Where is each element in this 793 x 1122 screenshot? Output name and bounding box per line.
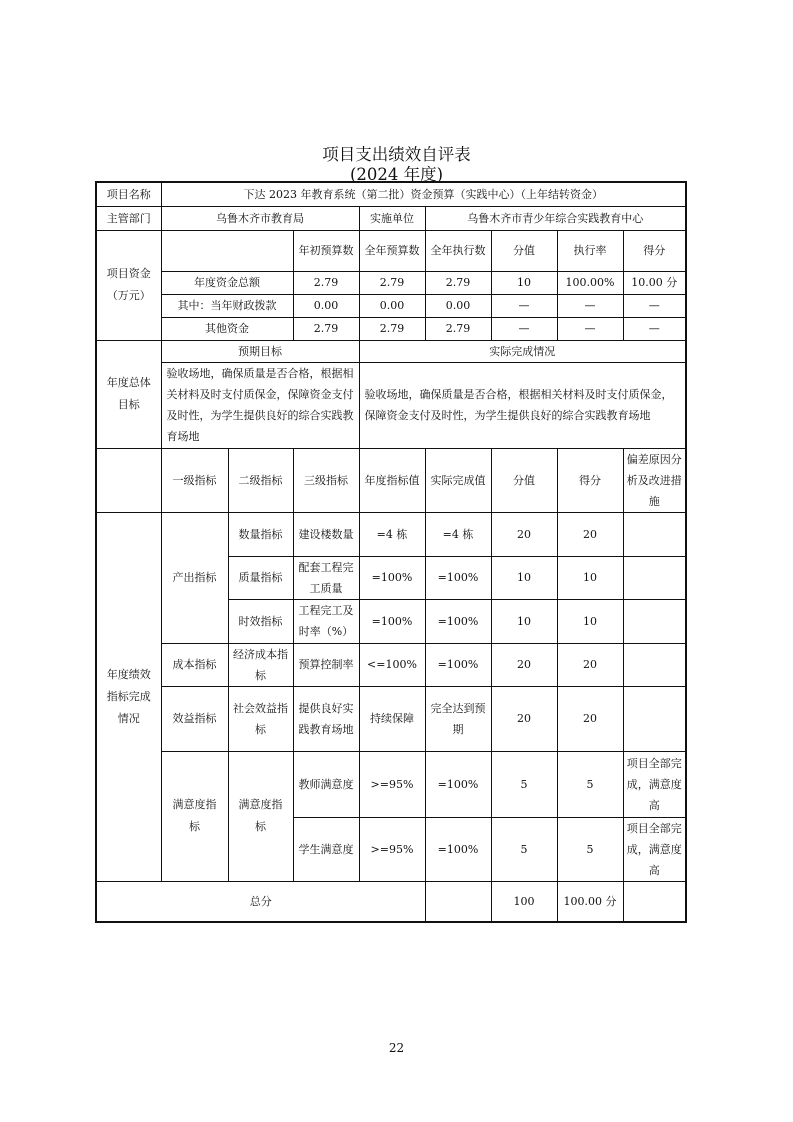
satisfaction-l2-label: 满意度指 标 [228,751,293,881]
indicator-reason [623,556,686,599]
funds-row [96,271,686,294]
goals-label: 年度总体 目标 [96,340,161,448]
funds-header-initial: 年初预算数 [293,230,359,271]
goals-expected-header: 预期目标 [161,340,359,362]
funds-cell: 0.00 [425,294,491,317]
page-number: 22 [388,1041,405,1055]
funds-header-full: 全年预算数 [359,230,425,271]
indicator-header-score: 分值 [491,448,557,512]
funds-header-score: 分值 [491,230,557,271]
goals-actual-text: 验收场地，确保质量是否合格，根据相关材料及时支付质保金，保障资金支付及时性，为学生提供良好的综合实践教育场地 [359,362,686,448]
indicator-got: 10 [557,599,623,643]
indicator-target: >=95% [359,817,425,881]
indicator-header-l2: 二级指标 [228,448,293,512]
total-got: 100.00 分 [557,881,623,922]
indicator-actual: =100% [425,643,491,686]
indicator-target: >=95% [359,751,425,817]
indicator-l2: 社会效益指标 [228,686,293,751]
funds-cell: — [623,317,686,340]
funds-cell: 0.00 [359,294,425,317]
funds-cell: — [623,294,686,317]
indicator-reason [623,686,686,751]
indicator-row [96,751,686,817]
funds-cell: — [491,294,557,317]
indicator-actual: =100% [425,817,491,881]
funds-cell: 10 [491,271,557,294]
total-reason-blank [623,881,686,922]
indicator-header-blank [96,448,161,512]
indicator-l2: 时效指标 [228,599,293,643]
indicator-got: 10 [557,556,623,599]
benefit-indicator-label: 效益指标 [161,686,228,751]
funds-cell: 2.79 [359,271,425,294]
total-label: 总分 [96,881,425,922]
indicator-reason [623,643,686,686]
indicator-row [96,643,686,686]
cost-indicator-label: 成本指标 [161,643,228,686]
dept-value: 乌鲁木齐市教育局 [161,206,359,230]
indicator-reason [623,512,686,556]
indicator-reason: 项目全部完成，满意度高 [623,817,686,881]
satisfaction-indicator-label: 满意度指 标 [161,751,228,881]
indicator-row [96,686,686,751]
funds-cell: 10.00 分 [623,271,686,294]
indicator-actual: =4 栋 [425,512,491,556]
indicator-actual: =100% [425,751,491,817]
funds-row [96,317,686,340]
indicator-l3: 建设楼数量 [293,512,359,556]
indicator-header-reason: 偏差原因分析及改进措施 [623,448,686,512]
total-score: 100 [491,881,557,922]
indicator-actual: =100% [425,556,491,599]
indicator-l3: 提供良好实践教育场地 [293,686,359,751]
indicator-l2: 经济成本指标 [228,643,293,686]
goals-expected-text: 验收场地，确保质量是否合格，根据相关材料及时支付质保金，保障资金支付及时性，为学生提供良好的综合实践教育场地 [161,362,359,448]
funds-header-blank [161,230,293,271]
unit-label: 实施单位 [359,206,425,230]
funds-header-exec: 全年执行数 [425,230,491,271]
funds-cell: 2.79 [293,271,359,294]
indicator-l2: 质量指标 [228,556,293,599]
project-name-label: 项目名称 [96,182,161,206]
indicator-target: =4 栋 [359,512,425,556]
funds-cell: — [491,317,557,340]
project-name-value: 下达 2023 年教育系统（第二批）资金预算（实践中心）（上年结转资金） [161,182,686,206]
indicator-reason: 项目全部完成，满意度高 [623,751,686,817]
indicator-got: 20 [557,643,623,686]
indicator-header-target: 年度指标值 [359,448,425,512]
funds-row-label: 年度资金总额 [161,271,293,294]
indicator-section-label: 年度绩效 指标完成 情况 [96,512,161,881]
funds-cell: 2.79 [293,317,359,340]
indicator-header-actual: 实际完成值 [425,448,491,512]
funds-header-rate: 执行率 [557,230,623,271]
funds-cell: 0.00 [293,294,359,317]
funds-cell: — [557,294,623,317]
total-blank [425,881,491,922]
indicator-score: 20 [491,686,557,751]
indicator-score: 5 [491,817,557,881]
indicator-got: 5 [557,751,623,817]
document-title: 项目支出绩效自评表 [322,145,471,164]
indicator-score: 5 [491,751,557,817]
funds-cell: 2.79 [425,271,491,294]
indicator-got: 20 [557,512,623,556]
indicator-got: 20 [557,686,623,751]
output-indicator-label: 产出指标 [161,512,228,643]
indicator-score: 20 [491,643,557,686]
indicator-reason [623,599,686,643]
indicator-header-l3: 三级指标 [293,448,359,512]
funds-cell: 2.79 [359,317,425,340]
indicator-l3: 教师满意度 [293,751,359,817]
performance-table [95,181,687,923]
funds-cell: 100.00% [557,271,623,294]
indicator-score: 20 [491,512,557,556]
funds-header-got: 得分 [623,230,686,271]
goals-actual-header: 实际完成情况 [359,340,686,362]
indicator-target: <=100% [359,643,425,686]
funds-row-label: 其中：当年财政拨款 [161,294,293,317]
funds-cell: 2.79 [425,317,491,340]
indicator-header-got: 得分 [557,448,623,512]
document-year: (2024 年度) [349,165,444,184]
indicator-l3: 配套工程完工质量 [293,556,359,599]
indicator-target: 持续保障 [359,686,425,751]
indicator-l3: 预算控制率 [293,643,359,686]
indicator-l2: 数量指标 [228,512,293,556]
indicator-l3: 工程完工及时率（%） [293,599,359,643]
indicator-header-l1: 一级指标 [161,448,228,512]
indicator-score: 10 [491,599,557,643]
indicator-row [96,512,686,556]
indicator-got: 5 [557,817,623,881]
funds-row-label: 其他资金 [161,317,293,340]
indicator-target: =100% [359,599,425,643]
unit-value: 乌鲁木齐市青少年综合实践教育中心 [425,206,686,230]
indicator-score: 10 [491,556,557,599]
indicator-actual: =100% [425,599,491,643]
indicator-l3: 学生满意度 [293,817,359,881]
indicator-actual: 完全达到预期 [425,686,491,751]
funds-label: 项目资金 （万元） [96,230,161,340]
dept-label: 主管部门 [96,206,161,230]
funds-cell: — [557,317,623,340]
indicator-target: =100% [359,556,425,599]
funds-row [96,294,686,317]
